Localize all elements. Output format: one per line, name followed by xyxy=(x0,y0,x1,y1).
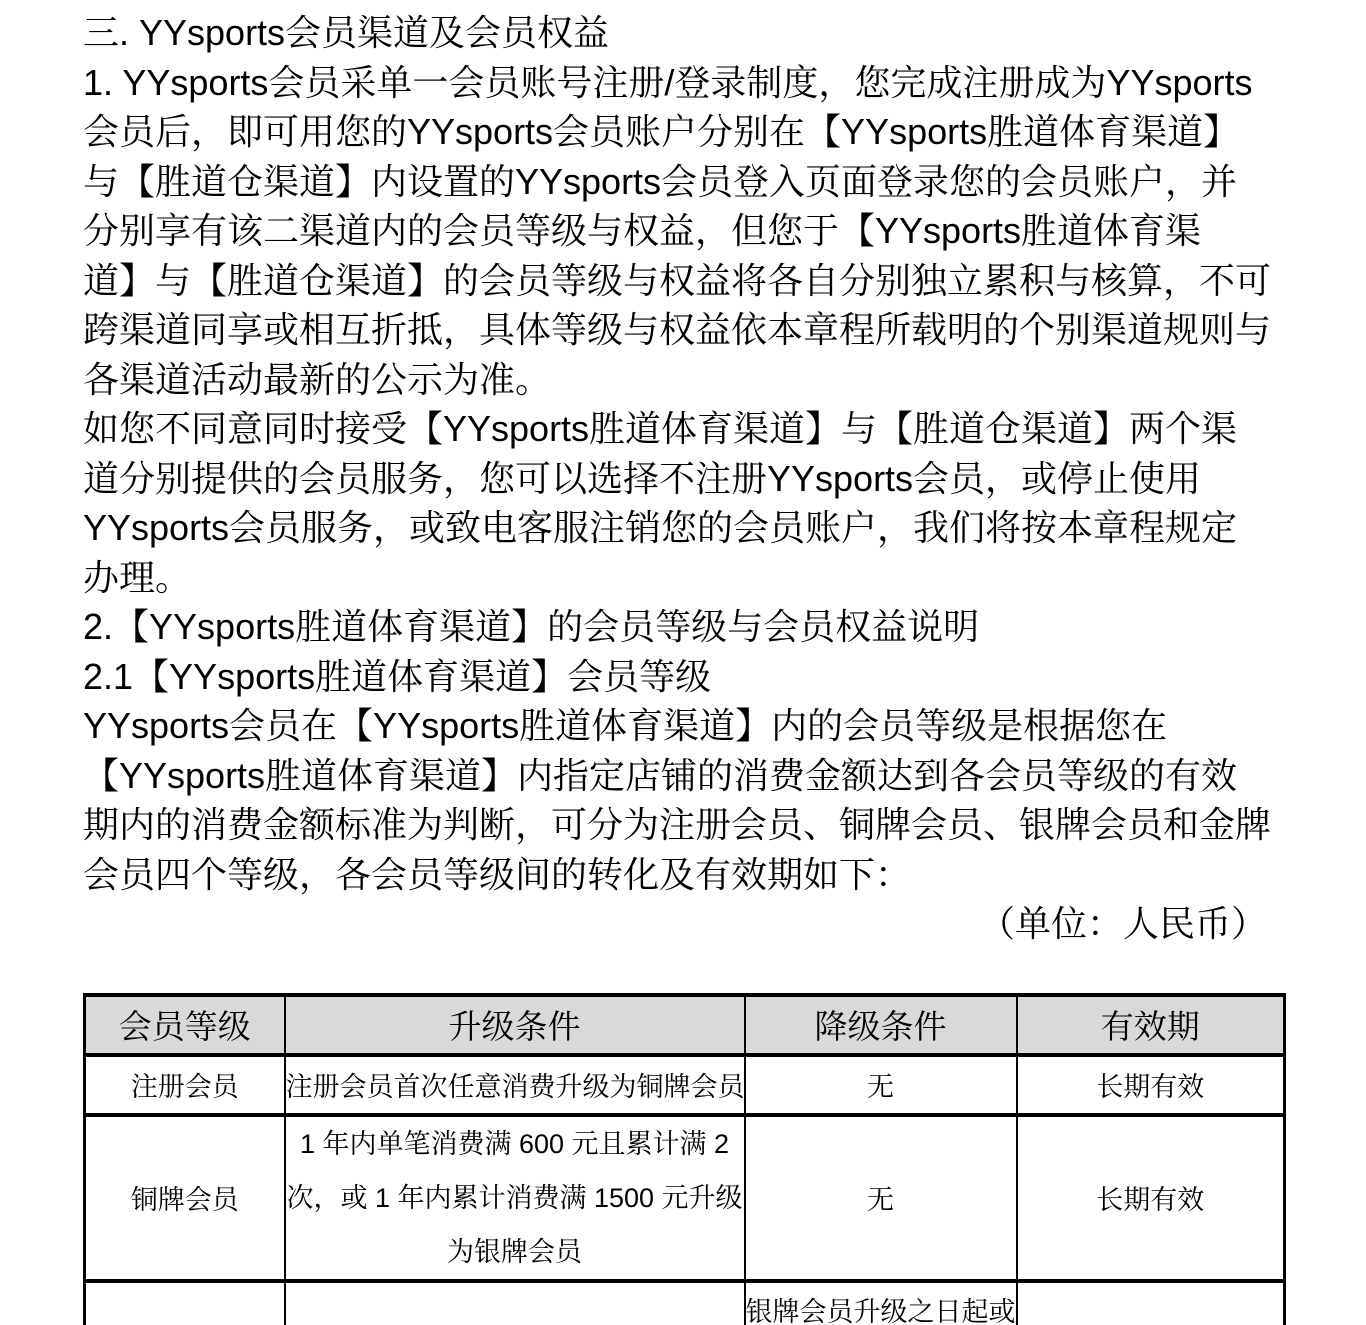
doc-line: 1. YYsports会员采单一会员账号注册/登录制度，您完成注册成为YYsports xyxy=(83,61,1253,103)
cell-member-level: 注册会员 xyxy=(85,1055,285,1115)
doc-line: 会员四个等级，各会员等级间的转化及有效期如下： xyxy=(83,853,912,895)
col-header-member-level: 会员等级 xyxy=(85,995,285,1055)
doc-line: 道分别提供的会员服务，您可以选择不注册YYsports会员，或停止使用 xyxy=(83,457,1202,499)
cell-text-line: 次，或 1 年内累计消费满 1500 元升级 xyxy=(286,1182,743,1213)
doc-line: YYsports会员在【YYsports胜道体育渠道】内的会员等级是根据您在 xyxy=(83,705,1168,746)
doc-line: 与【胜道仓渠道】内设置的YYsports会员登入页面登录您的会员账户，并 xyxy=(83,160,1238,202)
doc-line: YYsports会员服务，或致电客服注销您的会员账户，我们将按本章程规定 xyxy=(83,507,1238,548)
cell-text-line: 银牌会员升级之日起或 xyxy=(745,1296,1016,1325)
col-header-downgrade-condition: 降级条件 xyxy=(745,995,1017,1055)
doc-line: 会员后，即可用您的YYsports会员账户分别在【YYsports胜道体育渠道】 xyxy=(83,111,1240,152)
doc-line: 期内的消费金额标准为判断，可分为注册会员、铜牌会员、银牌会员和金牌 xyxy=(83,804,1272,845)
doc-line: 如您不同意同时接受【YYsports胜道体育渠道】与【胜道仓渠道】两个渠 xyxy=(83,408,1238,449)
cell-validity xyxy=(1017,1281,1285,1325)
cell-upgrade-condition xyxy=(285,1281,745,1325)
cell-upgrade-condition xyxy=(285,1115,745,1281)
cell-downgrade-condition: 无 xyxy=(745,1115,1017,1281)
table-row-registered-member xyxy=(85,1055,1285,1115)
doc-line: 跨渠道同享或相互折抵，具体等级与权益依本章程所载明的个别渠道规则与 xyxy=(83,309,1272,350)
cell-text-line: 为银牌会员 xyxy=(447,1236,582,1267)
subsection-title: 2.【YYsports胜道体育渠道】的会员等级与会员权益说明 xyxy=(83,606,980,647)
cell-downgrade-condition: 无 xyxy=(745,1055,1017,1115)
cell-validity: 长期有效 xyxy=(1017,1115,1285,1281)
doc-line: 【YYsports胜道体育渠道】内指定店铺的消费金额达到各会员等级的有效 xyxy=(83,754,1238,796)
cell-member-level xyxy=(85,1281,285,1325)
table-header-row xyxy=(85,995,1285,1055)
cell-text-line: 1 年内单笔消费满 600 元且累计满 2 xyxy=(299,1128,730,1159)
table-row-silver-member-partial xyxy=(85,1281,1285,1325)
doc-line: 道】与【胜道仓渠道】的会员等级与权益将各自分别独立累积与核算，不可 xyxy=(83,259,1272,301)
doc-line: 分别享有该二渠道内的会员等级与权益，但您于【YYsports胜道体育渠 xyxy=(83,210,1202,251)
section-title: 三. YYsports会员渠道及会员权益 xyxy=(83,12,610,53)
cell-upgrade-condition: 注册会员首次任意消费升级为铜牌会员 xyxy=(285,1055,745,1115)
doc-line: 办理。 xyxy=(83,556,192,598)
membership-levels-table xyxy=(83,993,1286,1325)
cell-validity: 长期有效 xyxy=(1017,1055,1285,1115)
subsection-title: 2.1【YYsports胜道体育渠道】会员等级 xyxy=(83,655,712,697)
col-header-upgrade-condition: 升级条件 xyxy=(285,995,745,1055)
cell-downgrade-condition xyxy=(745,1281,1017,1325)
col-header-validity: 有效期 xyxy=(1017,995,1285,1055)
currency-unit-note: （单位：人民币） xyxy=(978,903,1267,944)
doc-line: 各渠道活动最新的公示为准。 xyxy=(83,358,552,400)
table-row-bronze-member xyxy=(85,1115,1285,1281)
cell-member-level: 铜牌会员 xyxy=(85,1115,285,1281)
